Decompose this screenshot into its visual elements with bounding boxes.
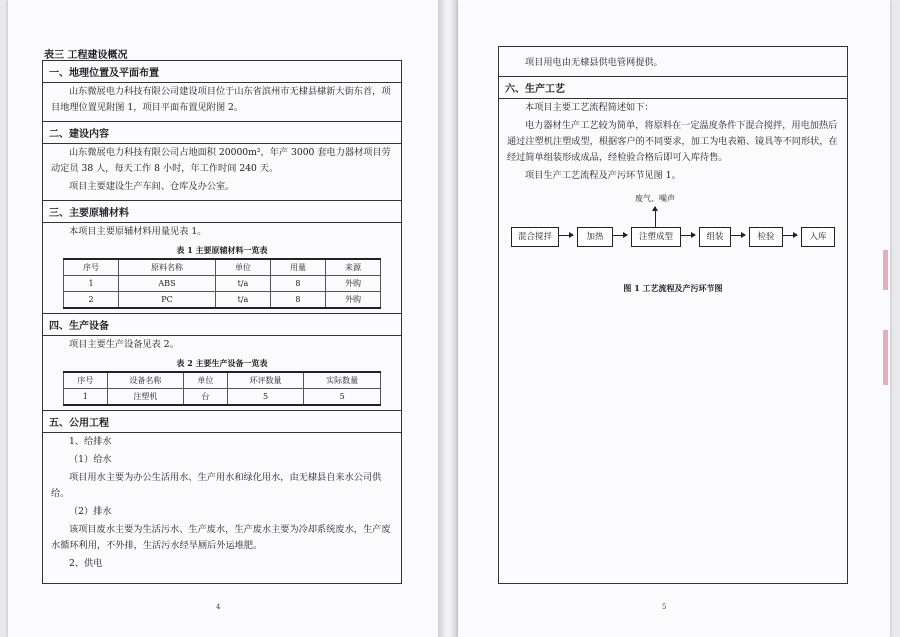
section-5-sub-water: 1、给排水 [69,436,112,447]
table-cell: 台 [184,389,228,406]
right-page [458,0,890,637]
emission-label: 废气、噪声 [635,194,675,203]
section-1-title: 一、地理位置及平面布置 [43,61,401,83]
left-page [8,0,438,637]
table-2-caption: 表 2 主要生产设备一览表 [176,358,268,368]
table-2-header: 序号 [64,372,108,389]
emission-arrow [655,207,656,227]
table-1-caption: 表 1 主要原辅材料一览表 [176,245,268,255]
table-2-header: 环评数量 [227,372,304,389]
section-5-sub-power: 2、供电 [69,558,103,569]
section-2-text-2: 项目主要建设生产车间、仓库及办公室。 [69,181,235,192]
table-cell: PC [119,292,216,309]
section-1-text: 山东微展电力科技有限公司建设项目位于山东省滨州市无棣县棣新大街东首，项目地理位置见附图 1，项目平面布置见附图 2。 [51,86,391,113]
section-4-text: 项目主要生产设备见表 2。 [69,339,179,350]
flow-arrow [559,235,573,236]
table-2-header: 设备名称 [107,372,184,389]
edge-stain [883,250,888,290]
section-5-sub-drainage: （2）排水 [69,506,112,517]
table-row [64,389,381,406]
flow-step: 混合搅拌 [511,227,559,247]
power-text: 项目用电由无棣县供电管网提供。 [525,57,663,68]
flow-step: 加热 [577,227,613,247]
table-cell: 2 [64,292,119,309]
table-cell: 8 [270,276,325,292]
flow-arrow [783,235,797,236]
table-cell: 注塑机 [107,389,184,406]
table-2-header: 实际数量 [304,372,381,389]
section-2-text: 山东微展电力科技有限公司占地面积 20000m²，年产 3000 套电力器材项目劳动定员 38 人，每天工作 8 小时，年工作时间 240 天。 [51,147,391,174]
flow-arrow [613,235,627,236]
section-6-text-1: 本项目主要工艺流程简述如下： [525,102,654,113]
table-1-header: 来源 [325,259,380,276]
flow-arrow [681,235,695,236]
table-1-header: 用量 [270,259,325,276]
table-row [64,276,381,292]
table-cell: 5 [304,389,381,406]
table-cell: ABS [119,276,216,292]
right-content-frame [498,46,848,584]
table-cell: 外购 [325,292,380,309]
flow-step: 注塑成型 [631,227,681,247]
table-1-header: 序号 [64,259,119,276]
section-6-text-2: 电力器材生产工艺较为简单，将原料在一定温度条件下混合搅拌，用电加热后通过注塑机注塑成型，根据客户的不同要求，加工为电表箱、镜具等不同形状，在经过简单组装形成成品，经检验合格后即可入库待售。 [507,120,838,163]
section-5-sub-supply: （1）给水 [69,454,112,465]
figure-1-caption: 图 1 工艺流程及产污环节图 [623,283,723,293]
table-cell: 外购 [325,276,380,292]
section-6-title: 六、生产工艺 [499,76,847,99]
flow-step: 入库 [801,227,835,247]
table-1 [63,258,381,309]
section-5-supply-text: 项目用水主要为办公生活用水、生产用水和绿化用水，由无棣县自来水公司供给。 [51,472,382,499]
table-cell: t/a [215,292,270,309]
section-3-title: 三、主要原辅材料 [43,200,401,223]
flow-step: 检验 [749,227,783,247]
edge-stain [883,330,888,385]
section-2-title: 二、建设内容 [43,121,401,144]
section-3-text: 本项目主要原辅材料用量见表 1。 [69,226,207,237]
table-cell: 8 [270,292,325,309]
page-number: 4 [216,603,221,611]
page-number: 5 [662,603,667,611]
table-1-header: 原料名称 [119,259,216,276]
flow-step: 组装 [699,227,731,247]
table-1-header: 单位 [215,259,270,276]
flow-arrow [731,235,745,236]
section-4-title: 四、生产设备 [43,313,401,336]
process-flow-diagram [499,191,847,281]
table-2-header: 单位 [184,372,228,389]
table-cell: t/a [215,276,270,292]
section-6-text-3: 项目生产工艺流程及产污环节见图 1。 [525,170,681,181]
section-5-drainage-text: 该项目废水主要为生活污水、生产废水，生产废水主要为冷却系统废水，生产废水循环利用，不外排，生活污水经旱厕后外运堆肥。 [51,524,391,551]
table-row [64,292,381,309]
table-cell: 5 [227,389,304,406]
book-gutter [438,0,458,637]
table-cell: 1 [64,389,108,406]
table-2 [63,371,381,406]
table-cell: 1 [64,276,119,292]
table-title: 表三 工程建设概况 [44,50,128,61]
left-content-frame [42,60,402,584]
section-5-title: 五、公用工程 [43,410,401,433]
